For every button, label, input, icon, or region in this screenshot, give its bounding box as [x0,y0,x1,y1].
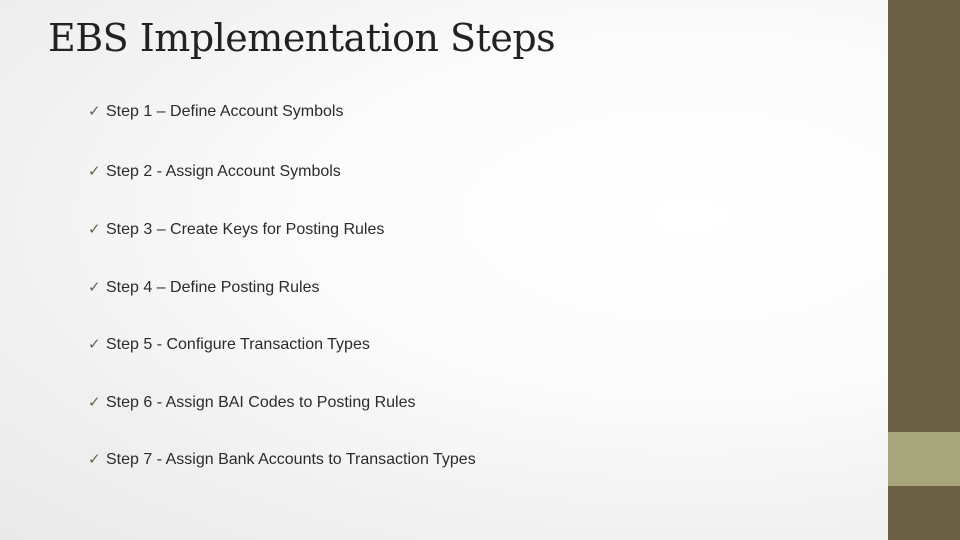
step-item [88,391,416,415]
side-accent-block [888,432,960,486]
checkmark-icon: ✓ [88,163,101,180]
step-text: Step 4 – Define Posting Rules [106,279,320,296]
step-item [88,100,343,124]
checkmark-icon: ✓ [88,279,101,296]
step-text: Step 1 – Define Account Symbols [106,103,344,120]
step-item [88,448,476,472]
step-item [88,333,370,357]
step-text: Step 3 – Create Keys for Posting Rules [106,221,385,238]
checkmark-icon: ✓ [88,451,101,468]
step-text: Step 5 - Configure Transaction Types [106,336,370,353]
checkmark-icon: ✓ [88,394,101,411]
checkmark-icon: ✓ [88,336,101,353]
step-text: Step 2 - Assign Account Symbols [106,163,341,180]
checkmark-icon: ✓ [88,221,101,238]
step-item [88,218,384,242]
step-item [88,276,319,300]
step-item [88,160,341,184]
step-text: Step 6 - Assign BAI Codes to Posting Rules [106,394,416,411]
slide-title: EBS Implementation Steps [48,16,556,60]
checkmark-icon: ✓ [88,103,101,120]
step-text: Step 7 - Assign Bank Accounts to Transaction Types [106,451,476,468]
